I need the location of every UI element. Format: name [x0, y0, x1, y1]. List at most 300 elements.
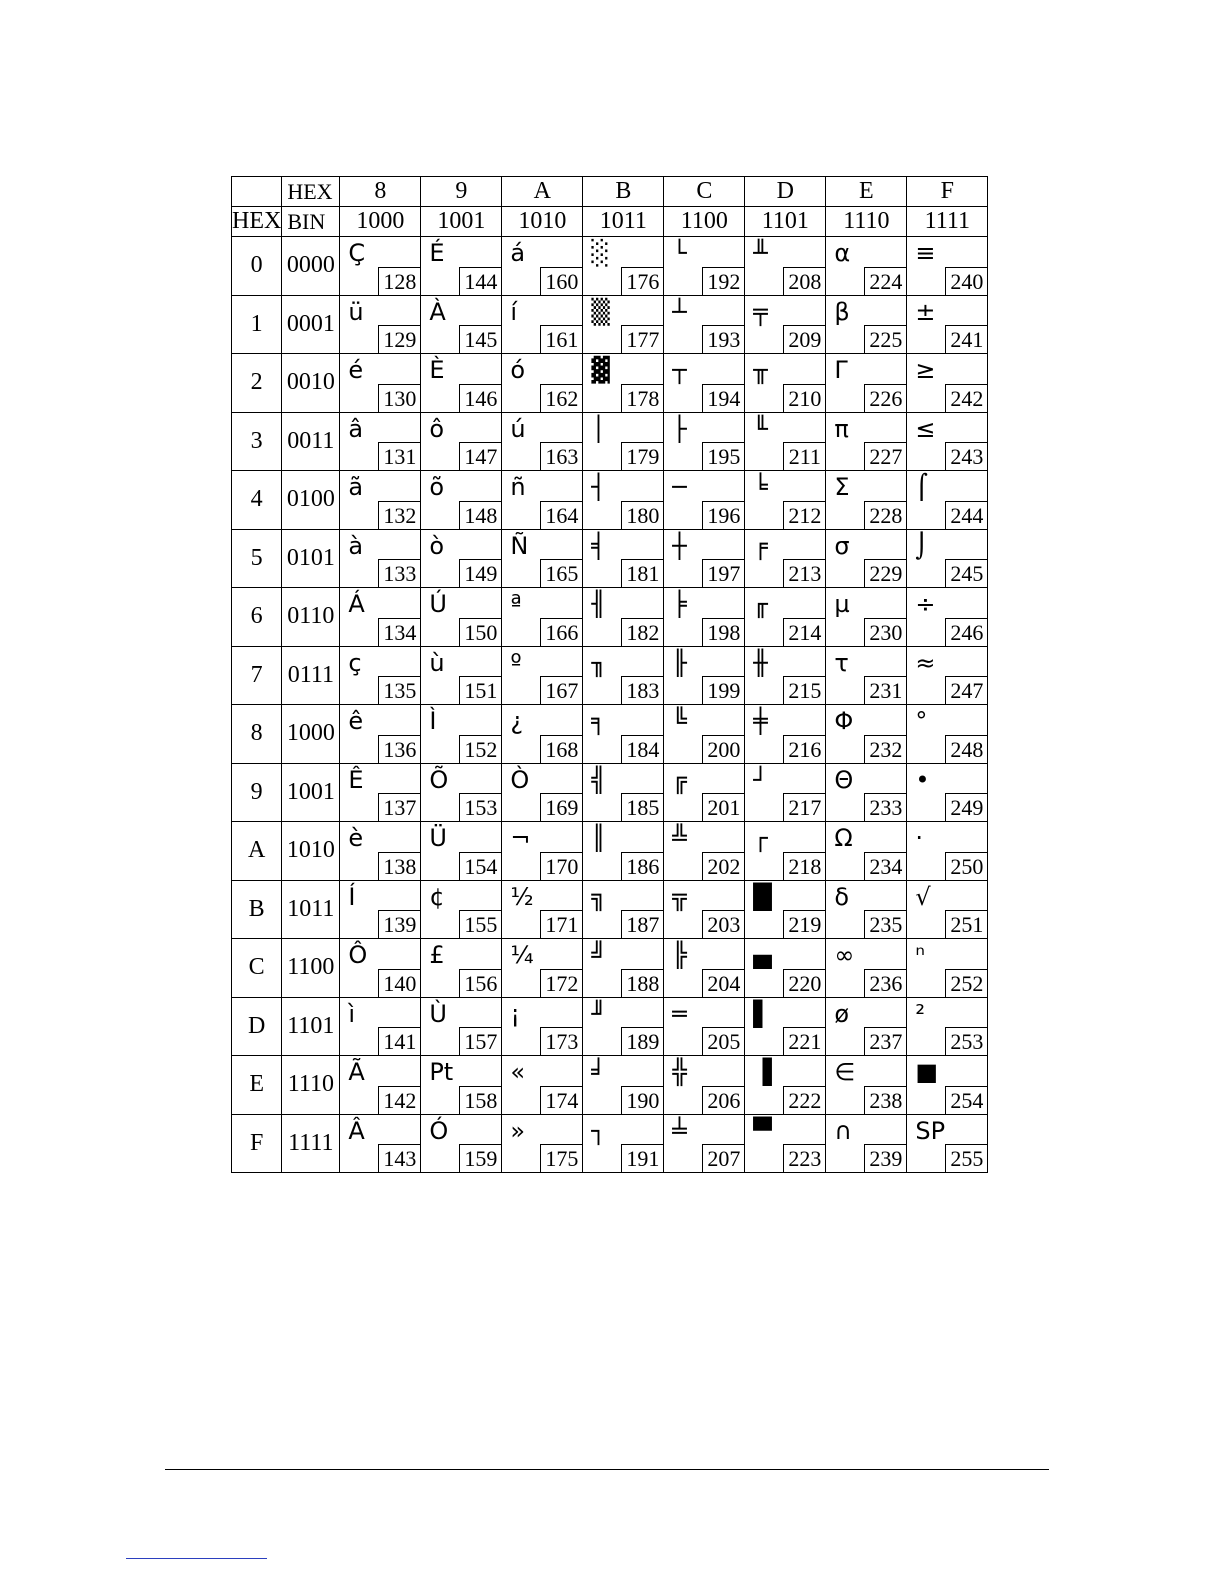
decimal-code: 218	[783, 852, 825, 880]
character-glyph: ≤	[915, 414, 936, 443]
decimal-code: 179	[621, 442, 663, 470]
decimal-code: 160	[540, 267, 582, 295]
decimal-code: 184	[621, 735, 663, 763]
decimal-code: 214	[783, 618, 825, 646]
character-glyph: Σ	[834, 473, 850, 501]
character-glyph: └	[672, 239, 687, 267]
character-glyph: ╠	[672, 941, 687, 969]
character-glyph: ╣	[591, 765, 606, 794]
character-cell	[745, 412, 826, 471]
decimal-code: 194	[702, 384, 744, 412]
table-row	[232, 237, 988, 296]
character-glyph: ╗	[591, 882, 606, 911]
decimal-code: 213	[783, 559, 825, 587]
decimal-code: 236	[864, 969, 906, 997]
character-glyph: ½	[510, 882, 534, 911]
decimal-code: 136	[378, 735, 420, 763]
character-glyph: Γ	[834, 356, 848, 384]
character-glyph: ▒	[591, 297, 610, 326]
decimal-code: 139	[378, 910, 420, 938]
character-glyph: ü	[348, 297, 364, 326]
character-glyph: ╘	[753, 473, 768, 501]
decimal-code: 131	[378, 442, 420, 470]
character-cell	[421, 588, 502, 647]
character-glyph: ╩	[672, 824, 687, 852]
column-bin-header: 1111	[907, 207, 988, 237]
decimal-code: 238	[864, 1086, 906, 1114]
row-hex-value: E	[232, 1056, 282, 1115]
character-cell	[745, 529, 826, 588]
column-bin-header: 1100	[664, 207, 745, 237]
decimal-code: 245	[945, 559, 987, 587]
character-glyph: ╞	[672, 590, 687, 618]
character-glyph: β	[834, 297, 850, 326]
column-hex-header: E	[826, 177, 907, 207]
column-hex-header: B	[583, 177, 664, 207]
decimal-code: 208	[783, 267, 825, 295]
character-cell	[826, 1056, 907, 1115]
decimal-code: 205	[702, 1027, 744, 1055]
decimal-code: 170	[540, 852, 582, 880]
character-cell	[826, 471, 907, 530]
row-hex-value: B	[232, 880, 282, 939]
character-glyph: ╕	[591, 707, 606, 735]
column-bin-header: 1001	[421, 207, 502, 237]
character-cell	[502, 763, 583, 822]
character-cell	[664, 529, 745, 588]
character-cell	[340, 354, 421, 413]
character-glyph: Φ	[834, 707, 854, 735]
character-cell	[502, 880, 583, 939]
character-glyph: ╓	[753, 590, 768, 618]
character-glyph: ⌠	[915, 473, 928, 501]
character-cell	[826, 939, 907, 998]
header-hex-row	[232, 177, 988, 207]
character-glyph: ╔	[672, 765, 687, 794]
character-cell	[664, 412, 745, 471]
decimal-code: 237	[864, 1027, 906, 1055]
decimal-code: 235	[864, 910, 906, 938]
decimal-code: 231	[864, 676, 906, 704]
decimal-code: 222	[783, 1086, 825, 1114]
decimal-code: 145	[459, 325, 501, 353]
character-cell	[502, 997, 583, 1056]
decimal-code: 128	[378, 267, 420, 295]
row-bin-value: 1011	[282, 880, 340, 939]
decimal-code: 175	[540, 1144, 582, 1172]
character-glyph: ╟	[672, 648, 687, 677]
decimal-code: 242	[945, 384, 987, 412]
character-cell	[583, 1056, 664, 1115]
character-cell	[502, 939, 583, 998]
column-hex-header: D	[745, 177, 826, 207]
character-glyph: ∞	[834, 941, 855, 969]
character-glyph: ╡	[591, 531, 606, 560]
character-cell	[583, 822, 664, 881]
character-glyph: ╙	[753, 414, 768, 443]
character-cell	[421, 1114, 502, 1173]
character-glyph: â	[348, 414, 364, 443]
decimal-code: 209	[783, 325, 825, 353]
character-glyph: Ó	[429, 1116, 449, 1145]
decimal-code: 229	[864, 559, 906, 587]
character-cell	[421, 1056, 502, 1115]
character-glyph: ▌	[753, 999, 772, 1028]
decimal-code: 210	[783, 384, 825, 412]
table-row	[232, 529, 988, 588]
character-cell	[340, 763, 421, 822]
character-glyph: █	[753, 882, 772, 911]
character-glyph: √	[915, 882, 931, 911]
character-glyph: δ	[834, 882, 850, 911]
character-glyph: ╚	[672, 707, 687, 735]
character-cell	[664, 646, 745, 705]
decimal-code: 173	[540, 1027, 582, 1055]
column-bin-header: 1011	[583, 207, 664, 237]
character-glyph: ¡	[510, 999, 520, 1028]
decimal-code: 157	[459, 1027, 501, 1055]
character-glyph: À	[429, 297, 446, 326]
decimal-code: 172	[540, 969, 582, 997]
table-row	[232, 354, 988, 413]
decimal-code: 193	[702, 325, 744, 353]
character-glyph: ñ	[510, 473, 526, 501]
character-cell	[340, 471, 421, 530]
column-bin-header: 1110	[826, 207, 907, 237]
character-cell	[421, 705, 502, 764]
character-cell	[826, 295, 907, 354]
decimal-code: 232	[864, 735, 906, 763]
character-glyph: »	[510, 1116, 526, 1145]
character-cell	[745, 588, 826, 647]
character-cell	[340, 1114, 421, 1173]
decimal-code: 207	[702, 1144, 744, 1172]
character-glyph: ╤	[753, 297, 768, 326]
character-cell	[745, 997, 826, 1056]
character-glyph: Õ	[429, 765, 449, 794]
character-glyph: ÷	[915, 590, 936, 618]
decimal-code: 250	[945, 852, 987, 880]
character-glyph: ╒	[753, 531, 768, 560]
character-glyph: ┼	[672, 531, 687, 560]
row-hex-value: 9	[232, 763, 282, 822]
character-glyph: τ	[834, 648, 849, 677]
decimal-code: 146	[459, 384, 501, 412]
decimal-code: 247	[945, 676, 987, 704]
column-hex-header: A	[502, 177, 583, 207]
decimal-code: 227	[864, 442, 906, 470]
character-cell	[502, 1114, 583, 1173]
column-hex-header: F	[907, 177, 988, 207]
row-hex-value: F	[232, 1114, 282, 1173]
character-cell	[745, 237, 826, 296]
character-glyph: Θ	[834, 765, 854, 794]
decimal-code: 158	[459, 1086, 501, 1114]
decimal-code: 233	[864, 793, 906, 821]
character-glyph: α	[834, 239, 851, 267]
decimal-code: 164	[540, 501, 582, 529]
decimal-code: 204	[702, 969, 744, 997]
character-glyph: ²	[915, 999, 925, 1028]
character-cell	[502, 237, 583, 296]
character-cell	[502, 471, 583, 530]
decimal-code: 186	[621, 852, 663, 880]
decimal-code: 185	[621, 793, 663, 821]
character-cell	[583, 880, 664, 939]
decimal-code: 195	[702, 442, 744, 470]
column-bin-header: 1101	[745, 207, 826, 237]
decimal-code: 200	[702, 735, 744, 763]
character-cell	[502, 295, 583, 354]
character-glyph: Ü	[429, 824, 447, 852]
character-cell	[826, 705, 907, 764]
decimal-code: 178	[621, 384, 663, 412]
character-glyph: Ì	[429, 707, 437, 735]
character-cell	[745, 763, 826, 822]
decimal-code: 174	[540, 1086, 582, 1114]
character-cell	[421, 295, 502, 354]
decimal-code: 224	[864, 267, 906, 295]
decimal-code: 228	[864, 501, 906, 529]
table-row	[232, 295, 988, 354]
character-cell	[583, 237, 664, 296]
character-glyph: ╥	[753, 356, 768, 384]
decimal-code: 189	[621, 1027, 663, 1055]
character-cell	[340, 822, 421, 881]
column-bin-header: 1010	[502, 207, 583, 237]
character-cell	[421, 939, 502, 998]
decimal-code: 159	[459, 1144, 501, 1172]
decimal-code: 198	[702, 618, 744, 646]
character-glyph: í	[510, 297, 517, 326]
decimal-code: 148	[459, 501, 501, 529]
row-hex-value: A	[232, 822, 282, 881]
character-cell	[421, 237, 502, 296]
character-cell	[502, 646, 583, 705]
decimal-code: 181	[621, 559, 663, 587]
character-cell	[907, 705, 988, 764]
decimal-code: 153	[459, 793, 501, 821]
character-cell	[907, 997, 988, 1056]
character-glyph: ╫	[753, 648, 768, 677]
character-cell	[502, 705, 583, 764]
decimal-code: 253	[945, 1027, 987, 1055]
decimal-code: 240	[945, 267, 987, 295]
character-glyph: ░	[591, 239, 610, 267]
character-cell	[664, 763, 745, 822]
character-cell	[664, 997, 745, 1056]
row-bin-value: 1010	[282, 822, 340, 881]
decimal-code: 217	[783, 793, 825, 821]
character-cell	[664, 354, 745, 413]
character-cell	[826, 1114, 907, 1173]
decimal-code: 171	[540, 910, 582, 938]
decimal-code: 202	[702, 852, 744, 880]
character-glyph: Ê	[348, 765, 364, 794]
character-cell	[583, 939, 664, 998]
character-cell	[907, 1114, 988, 1173]
character-glyph: Â	[348, 1116, 365, 1145]
decimal-code: 141	[378, 1027, 420, 1055]
row-hex-value: 2	[232, 354, 282, 413]
character-glyph: ┌	[753, 824, 768, 852]
character-cell	[826, 354, 907, 413]
character-cell	[907, 295, 988, 354]
character-cell	[826, 822, 907, 881]
character-glyph: á	[510, 239, 526, 267]
decimal-code: 221	[783, 1027, 825, 1055]
table-row	[232, 412, 988, 471]
decimal-code: 219	[783, 910, 825, 938]
row-hex-value: 6	[232, 588, 282, 647]
character-glyph: é	[348, 356, 364, 384]
decimal-code: 216	[783, 735, 825, 763]
decimal-code: 191	[621, 1144, 663, 1172]
character-glyph: °	[915, 707, 928, 735]
character-cell	[826, 529, 907, 588]
table-row	[232, 880, 988, 939]
character-glyph: ≈	[915, 648, 936, 677]
character-glyph: ─	[672, 473, 687, 501]
character-glyph: ╢	[591, 590, 606, 618]
table-row	[232, 939, 988, 998]
character-glyph: ç	[348, 648, 362, 677]
decimal-code: 230	[864, 618, 906, 646]
column-hex-header: C	[664, 177, 745, 207]
decimal-code: 182	[621, 618, 663, 646]
row-hex-value: 8	[232, 705, 282, 764]
character-glyph: ╪	[753, 707, 768, 735]
decimal-code: 135	[378, 676, 420, 704]
row-bin-value: 0100	[282, 471, 340, 530]
character-cell	[826, 880, 907, 939]
character-glyph: Ô	[348, 941, 368, 969]
decimal-code: 133	[378, 559, 420, 587]
decimal-code: 134	[378, 618, 420, 646]
character-cell	[583, 588, 664, 647]
table-row	[232, 997, 988, 1056]
character-cell	[907, 1056, 988, 1115]
row-bin-value: 1100	[282, 939, 340, 998]
decimal-code: 154	[459, 852, 501, 880]
character-code-table	[231, 176, 988, 1173]
character-cell	[745, 1056, 826, 1115]
row-bin-value: 1101	[282, 997, 340, 1056]
character-glyph: ├	[672, 414, 687, 443]
character-cell	[583, 354, 664, 413]
decimal-code: 162	[540, 384, 582, 412]
character-cell	[907, 529, 988, 588]
character-glyph: ã	[348, 473, 364, 501]
character-glyph: ┘	[753, 765, 768, 794]
decimal-code: 241	[945, 325, 987, 353]
character-cell	[745, 354, 826, 413]
decimal-code: 248	[945, 735, 987, 763]
character-cell	[340, 529, 421, 588]
character-cell	[340, 295, 421, 354]
character-cell	[664, 295, 745, 354]
character-glyph: ▄	[753, 941, 772, 969]
character-glyph: ¬	[510, 824, 531, 852]
row-bin-value: 1000	[282, 705, 340, 764]
character-cell	[421, 880, 502, 939]
table-row	[232, 1056, 988, 1115]
character-glyph: σ	[834, 531, 850, 560]
character-cell	[826, 997, 907, 1056]
character-cell	[907, 412, 988, 471]
decimal-code: 138	[378, 852, 420, 880]
column-bin-header: 1000	[340, 207, 421, 237]
character-cell	[745, 939, 826, 998]
character-cell	[907, 588, 988, 647]
decimal-code: 168	[540, 735, 582, 763]
character-cell	[340, 588, 421, 647]
character-cell	[745, 705, 826, 764]
decimal-code: 176	[621, 267, 663, 295]
character-cell	[502, 822, 583, 881]
character-glyph: Ã	[348, 1058, 365, 1086]
decimal-code: 151	[459, 676, 501, 704]
decimal-code: 147	[459, 442, 501, 470]
character-glyph: Ñ	[510, 531, 529, 560]
decimal-code: 140	[378, 969, 420, 997]
character-cell	[502, 354, 583, 413]
row-bin-value: 1111	[282, 1114, 340, 1173]
character-glyph: õ	[429, 473, 445, 501]
character-cell	[421, 354, 502, 413]
decimal-code: 163	[540, 442, 582, 470]
decimal-code: 167	[540, 676, 582, 704]
character-cell	[583, 646, 664, 705]
character-cell	[907, 354, 988, 413]
character-cell	[826, 646, 907, 705]
character-glyph: à	[348, 531, 364, 560]
row-bin-value: 0011	[282, 412, 340, 471]
character-cell	[502, 412, 583, 471]
character-cell	[826, 412, 907, 471]
table-row	[232, 471, 988, 530]
character-glyph: ∩	[834, 1116, 852, 1145]
character-glyph: •	[915, 765, 930, 794]
character-cell	[664, 1056, 745, 1115]
decimal-code: 150	[459, 618, 501, 646]
column-hex-label: HEX	[282, 177, 340, 207]
character-glyph: ∈	[834, 1058, 856, 1086]
row-bin-value: 0101	[282, 529, 340, 588]
decimal-code: 201	[702, 793, 744, 821]
row-bin-value: 0111	[282, 646, 340, 705]
row-hex-value: C	[232, 939, 282, 998]
footer-link-underline	[126, 1558, 267, 1559]
decimal-code: 165	[540, 559, 582, 587]
character-cell	[583, 412, 664, 471]
character-glyph: µ	[834, 590, 850, 618]
character-cell	[664, 822, 745, 881]
character-cell	[340, 1056, 421, 1115]
decimal-code: 190	[621, 1086, 663, 1114]
character-glyph: ⌡	[915, 531, 928, 560]
character-cell	[907, 880, 988, 939]
character-glyph: Ω	[834, 824, 853, 852]
decimal-code: 177	[621, 325, 663, 353]
character-glyph: ¼	[510, 941, 534, 969]
decimal-code: 197	[702, 559, 744, 587]
character-glyph: ┤	[591, 473, 606, 501]
character-glyph: ê	[348, 707, 364, 735]
decimal-code: 252	[945, 969, 987, 997]
character-glyph: ¿	[510, 707, 524, 735]
character-cell	[907, 646, 988, 705]
